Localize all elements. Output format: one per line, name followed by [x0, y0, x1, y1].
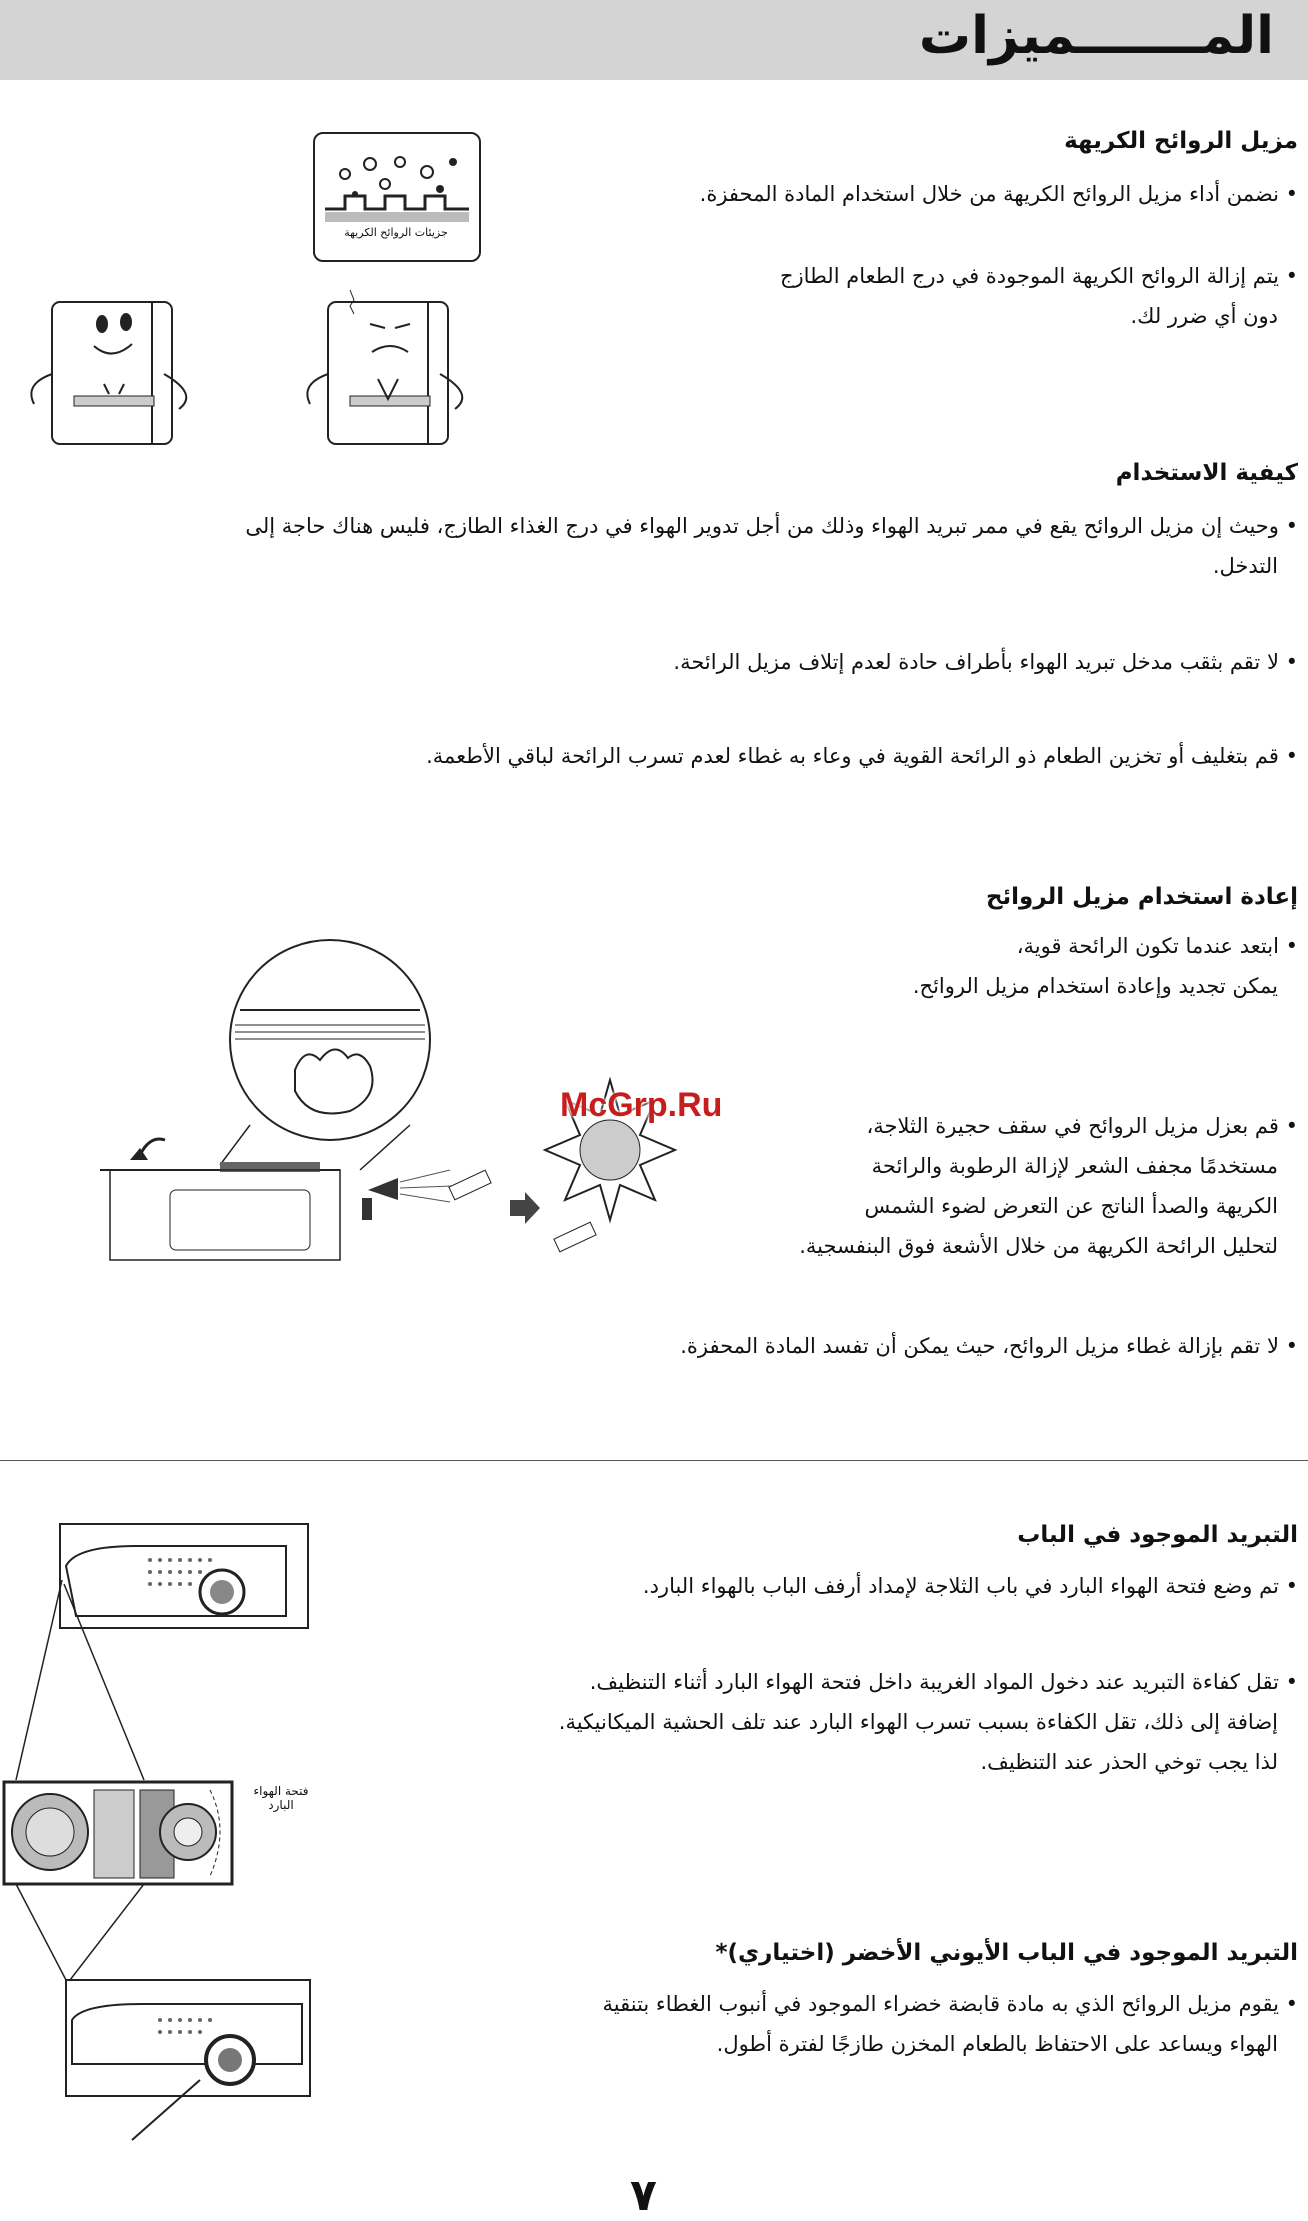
odor-molecules-figure	[313, 132, 481, 262]
usage-bullet-1-line-1: • وحيث إن مزيل الروائح يقع في ممر تبريد الهواء وذلك من أجل تدوير الهواء في درج الغذاء الطازج، فليس هناك حاجة إلى	[48, 506, 1298, 546]
section-heading-door-cooling: التبريد الموجود في الباب	[1017, 1522, 1298, 1548]
watermark: McGrp.Ru	[560, 1086, 723, 1124]
door-cooling-bullet-1: • تم وضع فتحة الهواء البارد في باب الثلاجة لإمداد أرفف الباب بالهواء البارد.	[398, 1566, 1298, 1606]
section-heading-deodorizer: مزيل الروائح الكريهة	[1064, 128, 1298, 154]
usage-bullet-3: • قم بتغليف أو تخزين الطعام ذو الرائحة القوية في وعاء به غطاء لعدم تسرب الرائحة لباقي الأطعمة.	[48, 736, 1298, 776]
cold-air-vent-label-line-2: البارد	[268, 1798, 294, 1812]
ionic-bullet-1-line-2: الهواء ويساعد على الاحتفاظ بالطعام المخزن طازجًا لفترة أطول.	[716, 2032, 1278, 2056]
deodorizer-bullet-2-line-1: • يتم إزالة الروائح الكريهة الموجودة في درج الطعام الطازج	[498, 256, 1298, 296]
deodorizer-bullet-2	[498, 256, 1298, 336]
section-heading-ionic: التبريد الموجود في الباب الأيوني الأخضر (اختياري)*	[715, 1940, 1298, 1966]
section-heading-reuse: إعادة استخدام مزيل الروائح	[985, 884, 1298, 910]
reuse-bullet-1-line-1: • ابتعد عندما تكون الرائحة قوية،	[498, 926, 1298, 966]
usage-bullet-1	[48, 506, 1298, 586]
odor-molecules-illustration	[315, 134, 479, 260]
reuse-bullet-1-line-2: يمكن تجديد وإعادة استخدام مزيل الروائح.	[912, 974, 1278, 998]
reuse-bullet-2-line-4: لتحليل الرائحة الكريهة من خلال الأشعة فوق البنفسجية.	[799, 1234, 1278, 1258]
ionic-bullet-1	[418, 1984, 1298, 2064]
reuse-bullet-3: • لا تقم بإزالة غطاء مزيل الروائح، حيث يمكن أن تفسد المادة المحفزة.	[298, 1326, 1298, 1366]
reuse-bullet-2	[638, 1106, 1298, 1266]
cold-air-vent-label	[236, 1784, 326, 1812]
odor-molecules-label: جزيئات الروائح الكريهة	[344, 226, 448, 239]
door-cooling-illustration	[0, 1520, 320, 2140]
door-cooling-bullet-2-line-2: إضافة إلى ذلك، تقل الكفاءة بسبب تسرب الهواء البارد عند تلف الحشية الميكانيكية.	[558, 1710, 1278, 1734]
reuse-bullet-2-line-1: • قم بعزل مزيل الروائح في سقف حجيرة الثلاجة،	[638, 1106, 1298, 1146]
reuse-bullet-2-line-3: الكريهة والصدأ الناتج عن التعرض لضوء الشمس	[864, 1194, 1278, 1218]
ionic-bullet-1-line-1: • يقوم مزيل الروائح الذي به مادة قابضة خضراء الموجود في أنبوب الغطاء بتنقية	[418, 1984, 1298, 2024]
deodorizer-bullet-1: • نضمن أداء مزيل الروائح الكريهة من خلال استخدام المادة المحفزة.	[498, 174, 1298, 214]
section-heading-usage: كيفية الاستخدام	[1115, 460, 1298, 486]
door-cooling-bullet-2-line-3: لذا يجب توخي الحذر عند التنظيف.	[980, 1750, 1278, 1774]
deodorizer-bullet-2-line-2: دون أي ضرر لك.	[1130, 304, 1278, 328]
page-title: المـــــــميزات	[918, 6, 1274, 66]
usage-bullet-1-line-2: التدخل.	[1212, 554, 1278, 578]
section-divider	[0, 1460, 1308, 1461]
usage-bullet-2: • لا تقم بثقب مدخل تبريد الهواء بأطراف حادة لعدم إتلاف مزيل الرائحة.	[48, 642, 1298, 682]
fridge-character-sad-illustration	[290, 284, 500, 444]
cold-air-vent-label-line-1: فتحة الهواء	[253, 1784, 309, 1798]
fridge-character-happy-illustration	[14, 284, 224, 444]
page-number: ٧	[630, 2170, 657, 2221]
door-cooling-bullet-2	[378, 1662, 1298, 1782]
reuse-bullet-2-line-2: مستخدمًا مجفف الشعر لإزالة الرطوبة والرائحة	[871, 1154, 1278, 1178]
door-cooling-bullet-2-line-1: • تقل كفاءة التبريد عند دخول المواد الغريبة داخل فتحة الهواء البارد أثناء التنظيف.	[378, 1662, 1298, 1702]
